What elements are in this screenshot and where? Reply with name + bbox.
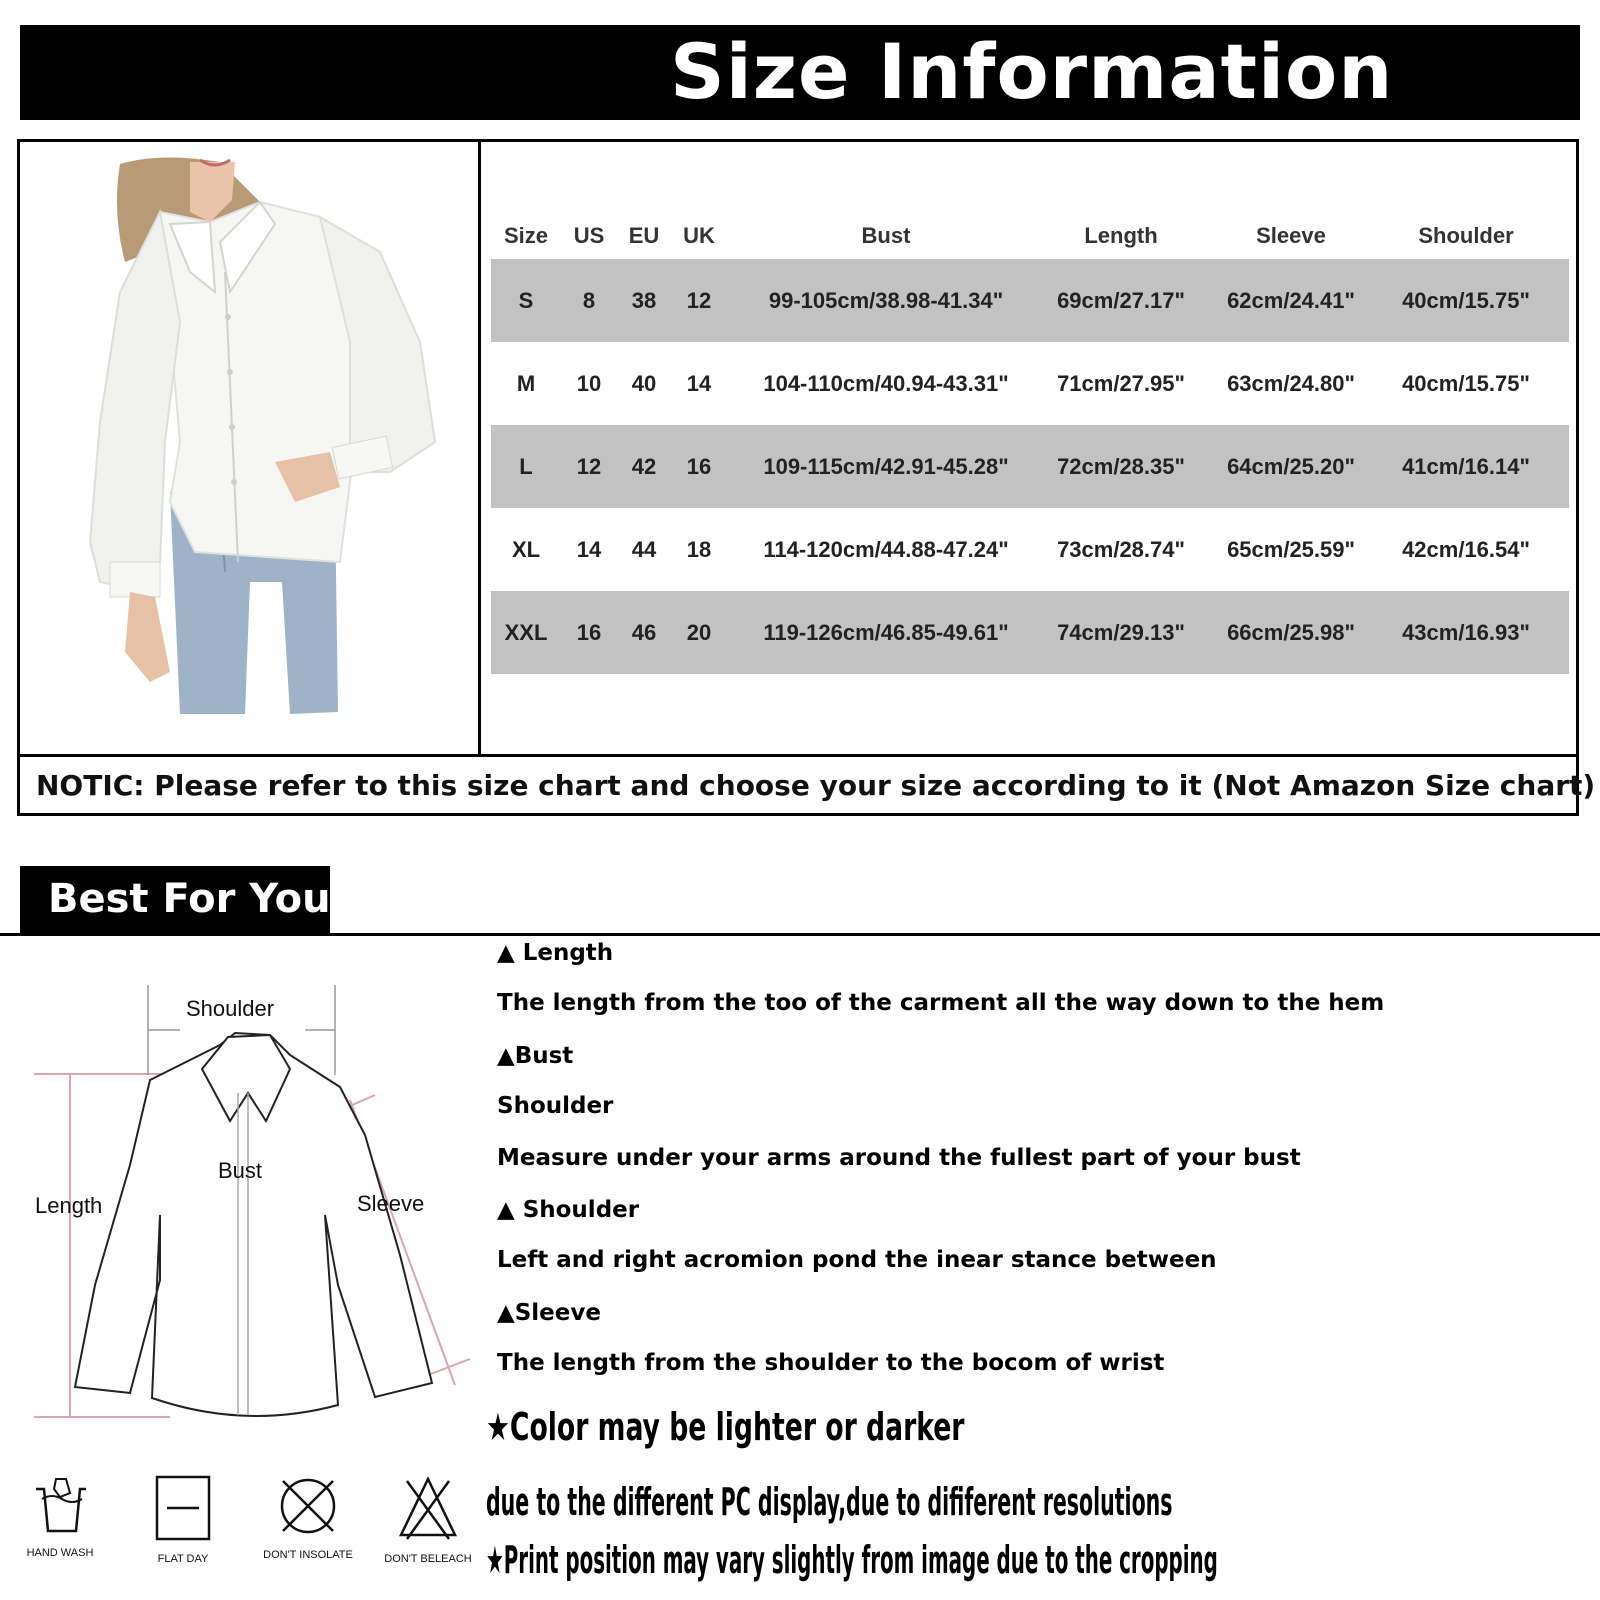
col-header-shoulder: Shoulder (1418, 223, 1514, 248)
cell-us: 10 (576, 371, 602, 396)
cell-shoulder: 40cm/15.75" (1402, 288, 1530, 313)
definition-heading-bust: ▲Bust (497, 1043, 574, 1069)
table-row (491, 259, 1569, 342)
col-header-bust: Bust (861, 223, 911, 248)
cell-length: 74cm/29.13" (1057, 620, 1185, 645)
cell-length: 73cm/28.74" (1057, 537, 1185, 562)
definition-text-shoulder-label: Shoulder (497, 1093, 614, 1119)
definition-heading-sleeve: ▲Sleeve (497, 1300, 601, 1326)
cell-bust: 99-105cm/38.98-41.34" (768, 288, 1004, 313)
cell-bust: 119-126cm/46.85-49.61" (763, 620, 1009, 645)
care-label-flat-dry: FLAT DAY (157, 1553, 209, 1565)
cell-length: 71cm/27.95" (1057, 371, 1185, 396)
cell-sleeve: 66cm/25.98" (1227, 620, 1355, 645)
table-row (491, 591, 1569, 674)
cell-size: L (519, 454, 533, 479)
size-notice: NOTIC: Please refer to this size chart and choose your size according to it (Not Amazon Size chart) (36, 769, 1596, 802)
title-bar (20, 25, 1580, 120)
diagram-label-length: Length (35, 1193, 103, 1218)
model-shirt-illustration (20, 142, 478, 754)
flat-dry-icon (133, 1475, 233, 1585)
cell-uk: 20 (686, 620, 712, 645)
cell-shoulder: 41cm/16.14" (1402, 454, 1530, 479)
cell-bust: 114-120cm/44.88-47.24" (763, 537, 1009, 562)
diagram-label-shoulder: Shoulder (186, 996, 275, 1021)
col-header-length: Length (1084, 223, 1158, 248)
col-header-eu: EU (628, 223, 660, 248)
cell-eu: 42 (631, 454, 657, 479)
shirt-outline-icon (20, 975, 470, 1435)
col-header-size: Size (503, 223, 549, 248)
cell-sleeve: 62cm/24.41" (1227, 288, 1355, 313)
cell-eu: 40 (631, 371, 657, 396)
cell-eu: 46 (631, 620, 657, 645)
care-label-hand-wash: HAND WASH (26, 1547, 94, 1559)
table-row (491, 342, 1569, 425)
cell-uk: 18 (686, 537, 712, 562)
diagram-label-sleeve: Sleeve (357, 1191, 425, 1216)
page-title: Size Information (670, 27, 1394, 116)
cell-shoulder: 42cm/16.54" (1402, 537, 1530, 562)
section-divider (0, 933, 1600, 936)
cell-eu: 38 (631, 288, 657, 313)
table-row (491, 425, 1569, 508)
cell-size: M (516, 371, 536, 396)
best-for-you-tab (20, 866, 330, 936)
cell-sleeve: 65cm/25.59" (1227, 537, 1355, 562)
definition-text-bust: Measure under your arms around the fullest part of your bust (497, 1145, 1301, 1171)
cell-sleeve: 63cm/24.80" (1227, 371, 1355, 396)
table-row (491, 508, 1569, 591)
product-photo (20, 142, 481, 754)
hand-wash-icon (10, 1475, 110, 1585)
care-label-dont-insolate: DON'T INSOLATE (263, 1549, 353, 1561)
cell-bust: 104-110cm/40.94-43.31" (763, 371, 1009, 396)
cell-length: 69cm/27.17" (1057, 288, 1185, 313)
display-note: due to the different PC display,due to dififerent resolutions (486, 1480, 1173, 1524)
best-for-you-title: Best For You (48, 876, 331, 922)
size-chart-box (17, 139, 1596, 816)
col-header-sleeve: Sleeve (1256, 223, 1326, 248)
cell-us: 16 (576, 620, 602, 645)
care-label-dont-bleach: DON'T BELEACH (384, 1553, 472, 1565)
cell-us: 12 (576, 454, 602, 479)
cell-uk: 12 (686, 288, 712, 313)
cell-size: XXL (504, 620, 548, 645)
dont-insolate-icon (258, 1475, 358, 1585)
definition-text-length: The length from the too of the carment all the way down to the hem (497, 990, 1385, 1016)
print-note: ★Print position may vary slightly from image due to the cropping (486, 1538, 1218, 1582)
definition-text-sleeve: The length from the shoulder to the bocom of wrist (497, 1350, 1165, 1376)
diagram-label-bust: Bust (218, 1158, 263, 1183)
col-header-us: US (573, 223, 605, 248)
notice-row (20, 754, 1596, 813)
cell-eu: 44 (631, 537, 657, 562)
cell-uk: 14 (686, 371, 712, 396)
cell-shoulder: 43cm/16.93" (1402, 620, 1530, 645)
measurement-diagram (20, 975, 470, 1435)
cell-sleeve: 64cm/25.20" (1227, 454, 1355, 479)
col-header-uk: UK (683, 223, 715, 248)
cell-us: 8 (582, 288, 596, 313)
color-note: ★Color may be lighter or darker (486, 1405, 965, 1449)
cell-size: S (518, 288, 534, 313)
definition-heading-length: ▲ Length (497, 940, 614, 966)
size-table (481, 142, 1576, 754)
dont-bleach-icon (378, 1475, 478, 1585)
cell-uk: 16 (686, 454, 712, 479)
cell-length: 72cm/28.35" (1057, 454, 1185, 479)
cell-us: 14 (576, 537, 602, 562)
cell-size: XL (511, 537, 541, 562)
definition-heading-shoulder: ▲ Shoulder (497, 1197, 640, 1223)
cell-bust: 109-115cm/42.91-45.28" (763, 454, 1009, 479)
definition-text-shoulder: Left and right acromion pond the inear stance between (497, 1247, 1217, 1273)
cell-shoulder: 40cm/15.75" (1402, 371, 1530, 396)
